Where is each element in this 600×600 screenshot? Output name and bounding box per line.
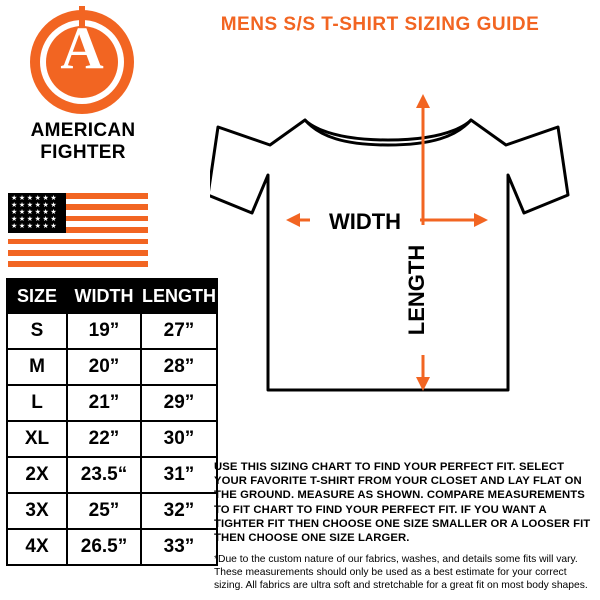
cell-length: 31” — [141, 457, 217, 493]
cell-size: S — [7, 313, 67, 349]
cell-length: 28” — [141, 349, 217, 385]
table-row — [7, 313, 217, 349]
length-arrow-head-top — [416, 94, 430, 108]
cell-length: 27” — [141, 313, 217, 349]
cell-size: XL — [7, 421, 67, 457]
cell-size: L — [7, 385, 67, 421]
brand-name-line1: AMERICAN — [30, 120, 136, 141]
table-row — [7, 349, 217, 385]
column-header-width: WIDTH — [67, 279, 141, 313]
cell-width: 21” — [67, 385, 141, 421]
tshirt-svg — [210, 45, 595, 445]
cell-width: 25” — [67, 493, 141, 529]
table-row — [7, 493, 217, 529]
cell-length: 33” — [141, 529, 217, 565]
brand-logo — [8, 8, 158, 178]
cell-length: 30” — [141, 421, 217, 457]
cell-length: 29” — [141, 385, 217, 421]
cell-width: 26.5” — [67, 529, 141, 565]
cell-width: 19” — [67, 313, 141, 349]
table-body — [7, 313, 217, 565]
sizing-instructions: USE THIS SIZING CHART TO FIND YOUR PERFECT FIT. SELECT YOUR FAVORITE T-SHIRT FROM YOUR CLOSET AND LAY FLAT ON THE GROUND. MEASURE AS SHOWN. COMPARE MEASUREMENTS TO FIT CHART TO FIND YOUR PERFECT FIT. IF YOU WANT A TIGHTER FIT THEN CHOOSE ONE SIZE SMALLER OR A LOOSER FIT THEN CHOOSE ONE SIZE LARGER. — [214, 461, 591, 545]
cell-width: 23.5“ — [67, 457, 141, 493]
column-header-length: LENGTH — [141, 279, 217, 313]
table-row — [7, 457, 217, 493]
cell-size: 2X — [7, 457, 67, 493]
shirt-outline — [210, 120, 568, 390]
cell-size: 4X — [7, 529, 67, 565]
cell-size: M — [7, 349, 67, 385]
sizing-disclaimer: *Due to the custom nature of our fabrics, washes, and details some fits will vary. These measurements should only be used as a best estimate for your correct sizing. All fabrics are ultra soft and stretchable for a great fit on most body shapes. — [214, 554, 588, 592]
cell-width: 22” — [67, 421, 141, 457]
logo-letter: A — [60, 15, 104, 81]
logo-badge-icon — [30, 10, 134, 114]
brand-name-line2: FIGHTER — [40, 142, 126, 163]
cell-size: 3X — [7, 493, 67, 529]
length-label: LENGTH — [404, 244, 429, 336]
page-title: MENS S/S T-SHIRT SIZING GUIDE — [220, 14, 540, 35]
cell-width: 20” — [67, 349, 141, 385]
width-label: WIDTH — [328, 209, 402, 234]
notes-block — [214, 460, 594, 592]
cell-length: 32” — [141, 493, 217, 529]
table-row — [7, 385, 217, 421]
table-row — [7, 529, 217, 565]
table-row — [7, 421, 217, 457]
column-header-size: SIZE — [7, 279, 67, 313]
table-header-row — [7, 279, 217, 313]
tshirt-diagram — [210, 45, 595, 445]
american-flag-icon: ★★★★★★ ★★★★★★ ★★★★★★ ★★★★★★ ★★★★★★ — [8, 193, 148, 267]
brand-name — [8, 120, 158, 164]
size-chart-table — [6, 278, 218, 566]
